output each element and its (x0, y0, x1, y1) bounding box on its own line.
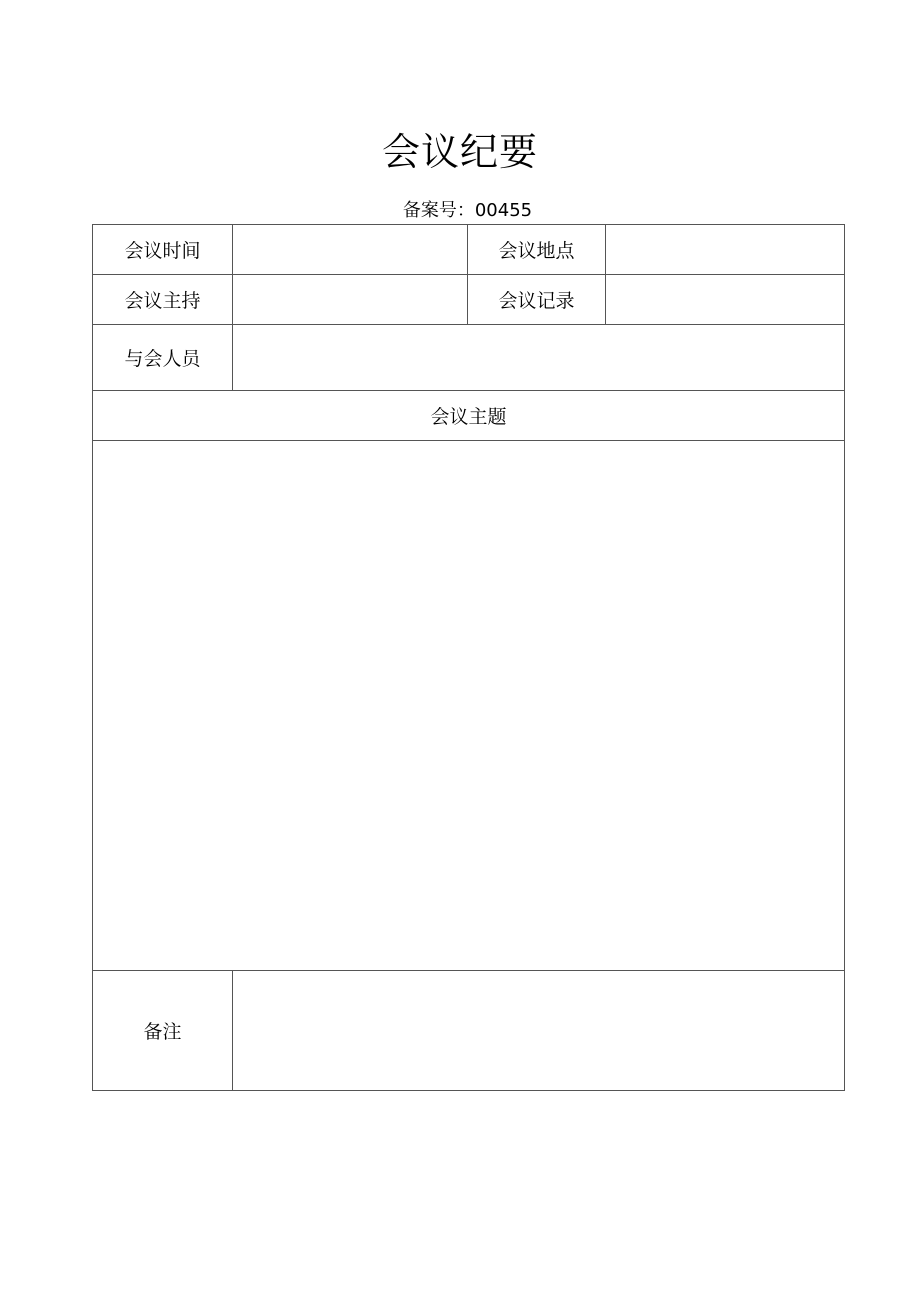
form-row-attendees (93, 325, 845, 391)
remarks-label: 备注 (93, 971, 233, 1091)
topic-content-field[interactable] (93, 441, 845, 971)
topic-label: 会议主题 (93, 391, 845, 441)
document-title: 会议纪要 (381, 130, 538, 174)
attendees-label: 与会人员 (93, 325, 233, 391)
form-row-time-location (93, 225, 845, 275)
form-row-topic-content (93, 441, 845, 971)
meeting-recorder-label: 会议记录 (468, 275, 606, 325)
meeting-minutes-form (92, 224, 845, 1091)
meeting-location-field[interactable] (606, 225, 845, 275)
meeting-location-label: 会议地点 (468, 225, 606, 275)
meeting-time-field[interactable] (233, 225, 468, 275)
meeting-host-label: 会议主持 (93, 275, 233, 325)
meeting-host-field[interactable] (233, 275, 468, 325)
meeting-recorder-field[interactable] (606, 275, 845, 325)
remarks-field[interactable] (233, 971, 845, 1091)
form-row-remarks (93, 971, 845, 1091)
attendees-field[interactable] (233, 325, 845, 391)
record-number: 备案号：00455 (402, 200, 533, 221)
form-row-host-recorder (93, 275, 845, 325)
form-row-topic-header (93, 391, 845, 441)
meeting-time-label: 会议时间 (93, 225, 233, 275)
